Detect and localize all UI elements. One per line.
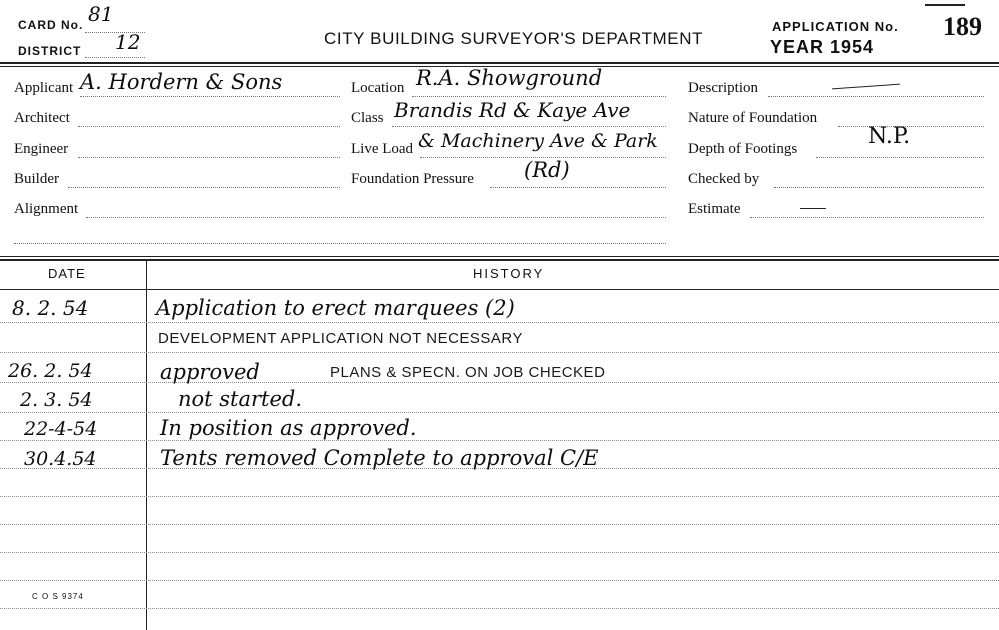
foundation-pressure-line: [490, 187, 666, 188]
foundation-pressure-label: Foundation Pressure: [351, 171, 474, 187]
history-entry: Application to erect marquees (2): [156, 296, 515, 320]
application-no-label: APPLICATION No.: [772, 19, 899, 34]
edge-mark: [925, 4, 965, 6]
location-label: Location: [351, 80, 405, 96]
history-rule-bottom: [0, 259, 999, 261]
district-value: 12: [115, 30, 141, 54]
engineer-label: Engineer: [14, 141, 69, 157]
row-rule: [0, 552, 999, 553]
applicant-label: Applicant: [14, 80, 74, 96]
history-entry: approved: [160, 360, 260, 384]
alignment-line: [86, 217, 666, 218]
location-value: R.A. Showground: [416, 66, 603, 90]
alignment-label: Alignment: [14, 201, 79, 217]
history-entry: In position as approved.: [160, 416, 417, 440]
history-header-rule: [0, 289, 999, 290]
row-rule: [0, 352, 999, 353]
row-rule: [0, 608, 999, 609]
row-rule: [0, 496, 999, 497]
year-label: YEAR 1954: [770, 37, 875, 57]
history-rule-top: [0, 256, 999, 257]
history-column-header: HISTORY: [473, 266, 545, 281]
checked-line: [774, 187, 984, 188]
class-label: Class: [351, 110, 384, 126]
date-column-divider: [146, 261, 147, 630]
history-entry: not started.: [178, 387, 303, 411]
row-rule: [0, 440, 999, 441]
architect-label: Architect: [14, 110, 70, 126]
depth-line: [816, 157, 984, 158]
history-date: 30.4.54: [24, 448, 97, 470]
live-load-label: Live Load: [351, 141, 414, 157]
card-no-label: CARD No.: [18, 18, 84, 32]
form-code: C O S 9374: [32, 592, 84, 601]
estimate-dash: [800, 208, 826, 209]
department-title: CITY BUILDING SURVEYOR'S DEPARTMENT: [324, 29, 704, 48]
row-rule: [0, 382, 999, 383]
row-rule: [0, 524, 999, 525]
builder-label: Builder: [14, 171, 59, 187]
applicant-line: [80, 96, 340, 97]
date-column-header: DATE: [48, 266, 86, 281]
architect-line: [78, 126, 340, 127]
description-label: Description: [688, 80, 758, 96]
history-entry: Tents removed Complete to approval C/E: [160, 446, 599, 470]
nature-of-foundation-label: Nature of Foundation: [688, 110, 818, 126]
description-dash: [832, 84, 900, 90]
header-rule-top: [0, 62, 999, 64]
estimate-line: [750, 217, 984, 218]
nature-line: [838, 126, 984, 127]
description-line: [768, 96, 984, 97]
class-value: Brandis Rd & Kaye Ave: [394, 98, 631, 122]
row-rule: [0, 580, 999, 581]
district-label: DISTRICT: [18, 44, 82, 58]
engineer-line: [78, 157, 340, 158]
estimate-label: Estimate: [688, 201, 741, 217]
history-stamp: DEVELOPMENT APPLICATION NOT NECESSARY: [158, 330, 523, 347]
alignment-line-2: [14, 243, 666, 244]
card-no-value: 81: [88, 2, 114, 26]
history-date: 8. 2. 54: [12, 296, 89, 320]
checked-by-label: Checked by: [688, 171, 760, 187]
depth-value: N.P.: [868, 124, 911, 149]
depth-of-footings-label: Depth of Footings: [688, 141, 798, 157]
history-date: 2. 3. 54: [20, 389, 93, 411]
row-rule: [0, 322, 999, 323]
row-rule: [0, 412, 999, 413]
live-load-value: & Machinery Ave & Park: [418, 130, 658, 152]
history-stamp: PLANS & SPECN. ON JOB CHECKED: [330, 364, 606, 381]
foundation-pressure-value: (Rd): [524, 158, 570, 182]
history-date: 26. 2. 54: [8, 360, 93, 382]
history-date: 22-4-54: [24, 418, 98, 440]
builder-line: [68, 187, 340, 188]
applicant-value: A. Hordern & Sons: [80, 70, 283, 94]
class-line: [392, 126, 666, 127]
district-line: [85, 57, 145, 58]
location-line: [412, 96, 666, 97]
application-no-value: 189: [943, 12, 982, 41]
